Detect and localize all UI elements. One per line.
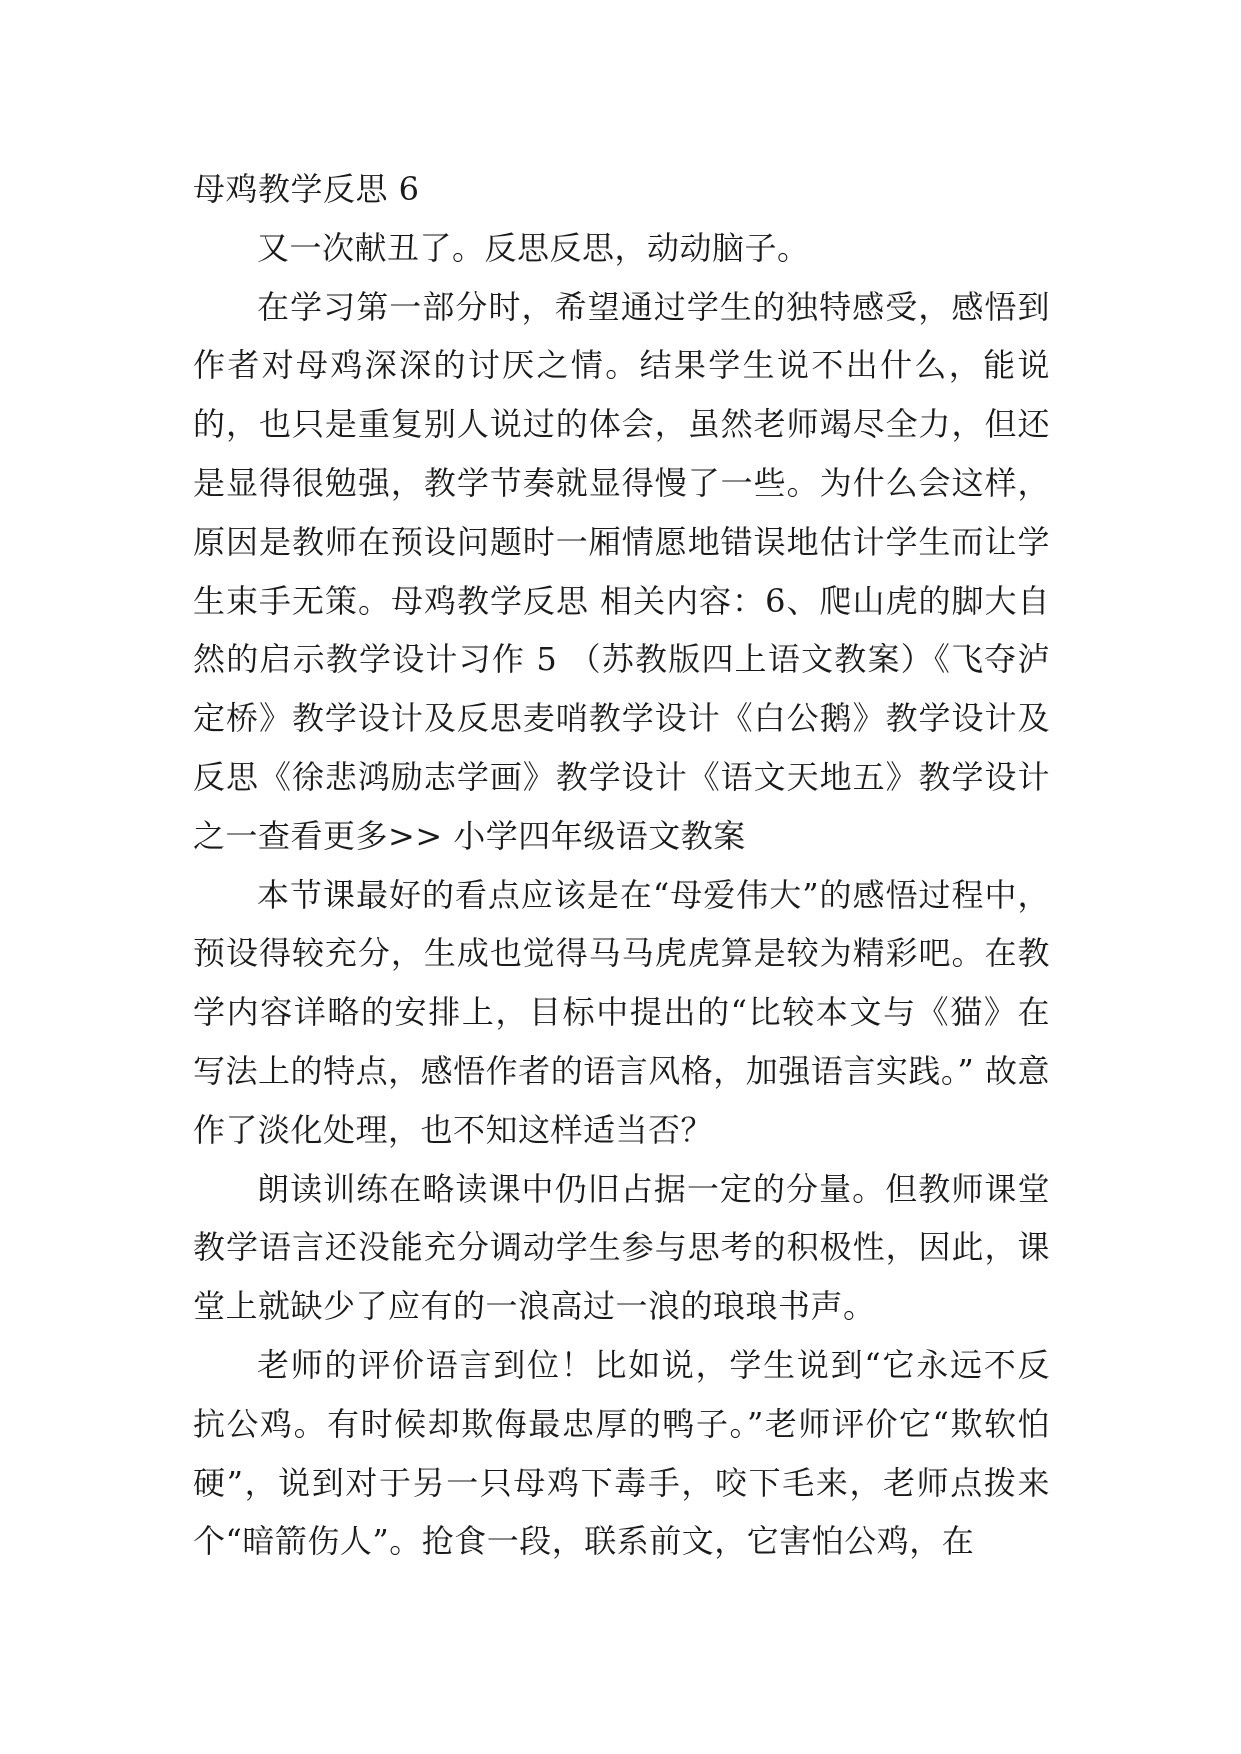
paragraph-5: 老师的评价语言到位！比如说，学生说到“它永远不反抗公鸡。有时候却欺侮最忠厚的鸭子。”老师评价它“欺软怕硬”，说到对于另一只母鸡下毒手，咬下毛来，老师点拨来个“暗箭伤人”。抢食一段，联系前文，它害怕公鸡，在 xyxy=(193,1345,1050,1561)
paragraph-4: 朗读训练在略读课中仍旧占据一定的分量。但教师课堂教学语言还没能充分调动学生参与思考的积极性，因此，课堂上就缺少了应有的一浪高过一浪的琅琅书声。 xyxy=(193,1169,1050,1326)
paragraph-2: 在学习第一部分时，希望通过学生的独特感受，感悟到作者对母鸡深深的讨厌之情。结果学生说不出什么，能说的，也只是重复别人说过的体会，虽然老师竭尽全力，但还是显得很勉强，教学节奏就显得慢了一些。为什么会这样，原因是教师在预设问题时一厢情愿地错误地估计学生而让学生束手无策。母鸡教学反思 相关内容：6、爬山虎的脚大自然的启示教学设计习作 5 （苏教版四上语文教案）《飞夺泸定桥》教学设计及反思麦哨教学设计《白公鹅》教学设计及反思《徐悲鸿励志学画》教学设计《语文天地五》教学设计之一查看更多>> 小学四年级语文教案 xyxy=(193,287,1050,855)
paragraph-3: 本节课最好的看点应该是在“母爱伟大”的感悟过程中，预设得较充分，生成也觉得马马虎虎算是较为精彩吧。在教学内容详略的安排上，目标中提出的“比较本文与《猫》在写法上的特点，感悟作者的语言风格，加强语言实践。” 故意作了淡化处理，也不知这样适当否？ xyxy=(193,875,1050,1149)
document-body xyxy=(193,160,1050,1571)
document-title: 母鸡教学反思 6 xyxy=(193,170,420,208)
paragraph-1: 又一次献丑了。反思反思，动动脑子。 xyxy=(257,228,810,267)
